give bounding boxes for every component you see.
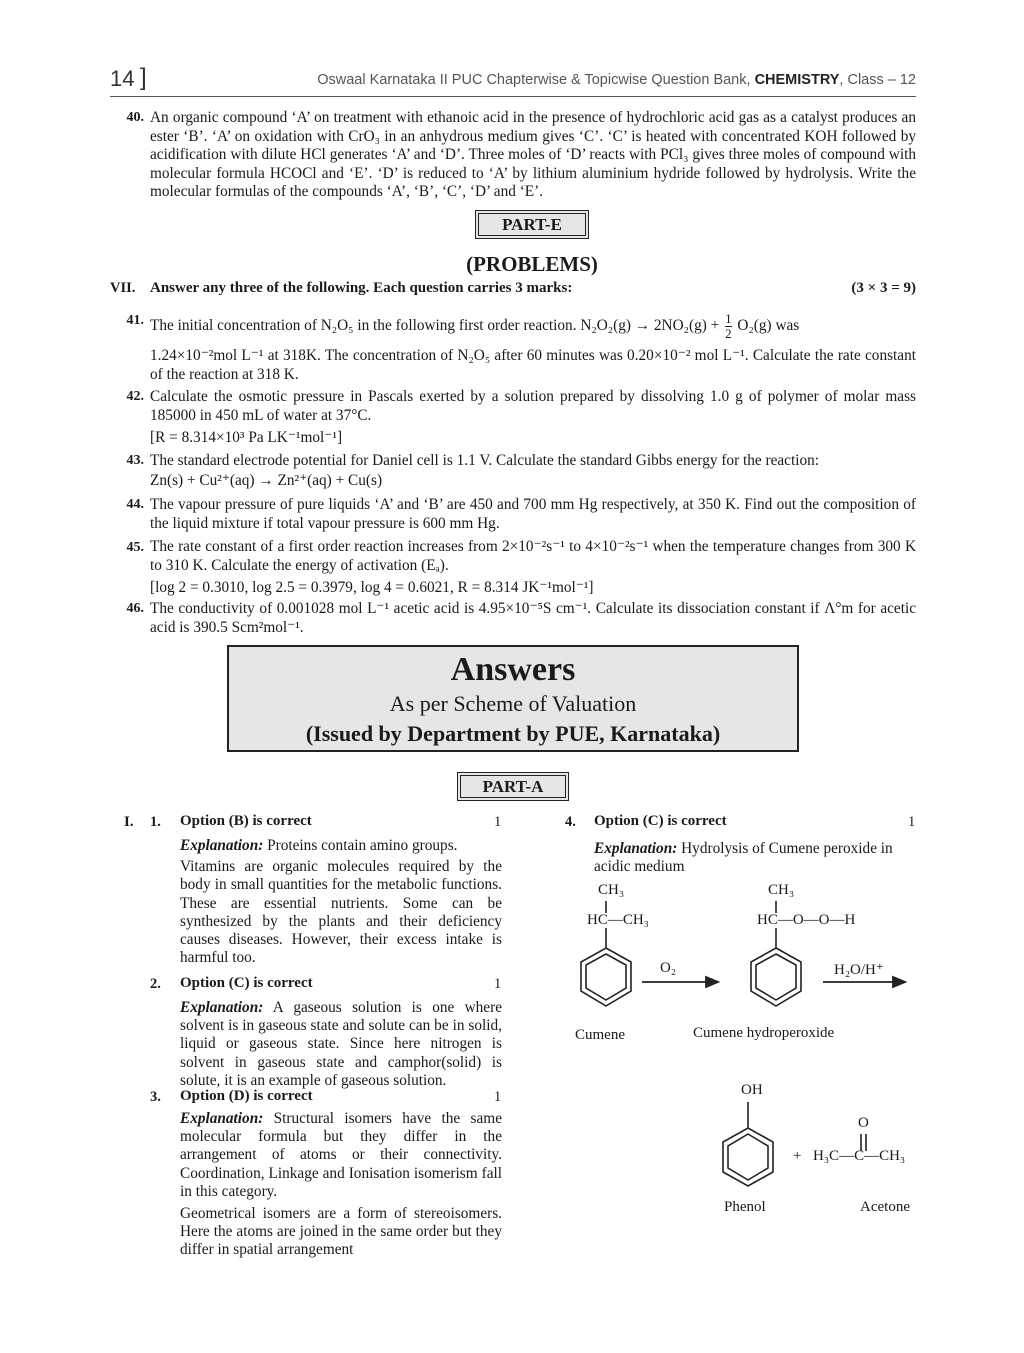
acetone-label: Acetone: [860, 1199, 910, 1215]
question-41-line2: 1.24×10⁻²mol L⁻¹ at 318K. The concentration of N₂O₅ after 60 minutes was 0.20×10⁻² mol L⁻¹. Calculate the rate constant of the reaction at 318 K.: [150, 347, 916, 383]
oxygen-reagent-label: O₂: [660, 960, 677, 976]
question-number-45: 45.: [126, 540, 144, 555]
phenol-oh-label: OH: [741, 1082, 763, 1098]
answers-subtitle-1: As per Scheme of Valuation: [389, 691, 637, 716]
cumene-hc-ch3-label: HC—CH₃: [587, 912, 649, 928]
hydrolysis-arrow-icon: [893, 977, 905, 987]
running-head-subject: CHEMISTRY: [754, 72, 840, 88]
cumene-label: Cumene: [575, 1027, 625, 1043]
answer-4-explanation-label: Explanation:: [594, 840, 678, 857]
answer-3-mark: 1: [494, 1089, 502, 1105]
question-41-part-b: O₂(g) was: [733, 317, 800, 335]
answer-3-paragraph: Geometrical isomers are a form of stereoisomers. Here the atoms are joined in the same order but they differ in spatial arrangement: [180, 1205, 502, 1259]
question-number-40: 40.: [126, 110, 144, 125]
hydroperoxide-hc-ooh-label: HC—O—O—H: [757, 912, 856, 928]
answers-subtitle-2: (Issued by Department by PUE, Karnataka): [305, 721, 721, 746]
answer-3-option: Option (D) is correct: [180, 1088, 313, 1104]
page-number-bracket: ]: [140, 64, 147, 91]
answer-4-explanation-text: Hydrolysis of Cumene peroxide in acidic medium: [594, 840, 893, 876]
answers-title: Answers: [450, 651, 576, 688]
fraction-numerator: 1: [725, 311, 732, 326]
question-46-text: The conductivity of 0.001028 mol L⁻¹ acetic acid is 4.95×10⁻⁵S cm⁻¹. Calculate its dissociation constant if Λ°m for acetic acid is 390.5 Scm²mol⁻¹.: [150, 600, 916, 636]
question-number-44: 44.: [126, 497, 144, 512]
section-vii-number: VII.: [110, 280, 136, 296]
answer-2-explanation-label: Explanation:: [180, 999, 264, 1016]
question-40-text: An organic compound ‘A’ on treatment with ethanoic acid in the presence of hydrochloric acid gas as a catalyst produces an ester ‘B’. ‘A’ on oxidation with CrO₃ in an anhydrous medium gives ‘C’. ‘C’ is heated with concentrated KOH followed by acidification with dilute HCl generates ‘A’ and ‘D’. Three moles of ‘D’ reacts with PCl₃ gives three moles of compound with molecular formula HCOCl and ‘E’. ‘D’ is reduced to ‘A’ by lithium aluminium hydride followed by hydrolysis. Write the molecular formulas of the compounds ‘A’, ‘B’, ‘C’, ‘D’ and ‘E’.: [150, 109, 916, 201]
answer-3-number: 3.: [150, 1089, 161, 1105]
answer-1-explanation-label: Explanation:: [180, 837, 264, 854]
question-42-given: [R = 8.314×10³ Pa LK⁻¹mol⁻¹]: [150, 429, 343, 446]
question-41-part-a: The initial concentration of N₂O₅ in the following first order reaction. N₂O₂(g) → 2NO₂(g) +: [150, 317, 724, 335]
acetone-oxygen-label: O: [858, 1115, 869, 1131]
acid-water-reagent-label: H₂O/H⁺: [834, 962, 884, 978]
answer-1-number: 1.: [150, 814, 161, 830]
running-head-post: , Class – 12: [839, 72, 916, 88]
part-a-label-text: PART-A: [482, 777, 544, 796]
cumene-benzene-ring-icon: [581, 948, 631, 1006]
answer-1-mark: 1: [494, 814, 502, 830]
answer-2-option: Option (C) is correct: [180, 975, 313, 991]
cumene-ch3-label: CH₃: [598, 882, 625, 898]
oxidation-arrow-icon: [706, 977, 718, 987]
question-number-42: 42.: [126, 389, 144, 404]
section-vii-instruction: Answer any three of the following. Each question carries 3 marks:: [150, 280, 573, 296]
answer-1-option: Option (B) is correct: [180, 813, 312, 829]
answer-1-explanation-text: Proteins contain amino groups.: [263, 837, 458, 854]
cumene-hydroperoxide-label: Cumene hydroperoxide: [693, 1025, 835, 1041]
question-43-text: The standard electrode potential for Daniel cell is 1.1 V. Calculate the standard Gibbs energy for the reaction:: [150, 452, 820, 469]
answer-4-mark: 1: [908, 814, 916, 830]
acetone-formula-label: H₃C—C—CH₃: [813, 1148, 906, 1164]
answer-section-number: I.: [124, 814, 134, 830]
question-43-reaction: Zn(s) + Cu²⁺(aq) → Zn²⁺(aq) + Cu(s): [150, 472, 383, 489]
answer-4-number: 4.: [565, 814, 576, 830]
answer-2-explanation-text: A gaseous solution is one where solvent is in gaseous state and solute can be in solid, liquid or gaseous state. Since here nitrogen is solvent in gaseous state and camphor(solid) is solute, it is an example of gaseous solution.: [180, 999, 502, 1089]
question-number-41: 41.: [126, 313, 144, 328]
question-44-text: The vapour pressure of pure liquids ‘A’ and ‘B’ are 450 and 700 mm Hg respectively, at 350 K. Find out the composition of the liquid mixture if total vapour pressure is 600 mm Hg.: [150, 496, 916, 532]
question-45-given: [log 2 = 0.3010, log 2.5 = 0.3979, log 4 = 0.6021, R = 8.314 JK⁻¹mol⁻¹]: [150, 579, 594, 596]
answer-4-option: Option (C) is correct: [594, 813, 727, 829]
fraction-denominator: 2: [725, 326, 732, 341]
running-head-pre: Oswaal Karnataka II PUC Chapterwise & Topicwise Question Bank,: [317, 72, 755, 88]
phenol-benzene-ring-icon: [723, 1128, 773, 1186]
answer-2-number: 2.: [150, 976, 161, 992]
answer-2-mark: 1: [494, 976, 502, 992]
question-42-text: Calculate the osmotic pressure in Pascals exerted by a solution prepared by dissolving 1.0 g of polymer of molar mass 185000 in 450 mL of water at 37°C.: [150, 388, 916, 424]
phenol-label: Phenol: [724, 1199, 766, 1215]
answer-3-explanation-text: Structural isomers have the same molecular formula but they differ in the arrangement of atoms or their connectivity. Coordination, Linkage and Ionisation isomerism fall in this category.: [180, 1110, 502, 1200]
part-e-label-text: PART-E: [502, 215, 562, 234]
page-number: 14: [110, 66, 135, 91]
answer-3-explanation-label: Explanation:: [180, 1110, 264, 1127]
part-e-subtitle: (PROBLEMS): [466, 252, 598, 276]
hydroperoxide-benzene-ring-icon: [751, 948, 801, 1006]
question-number-46: 46.: [126, 601, 144, 616]
section-vii-marks: (3 × 3 = 9): [851, 280, 916, 296]
question-number-43: 43.: [126, 453, 144, 468]
answer-1-paragraph: Vitamins are organic molecules required by the body in small quantities for the metabolic functions. These are essential nutrients. Some can be synthesized by the plants and their deficiency causes diseases. However, their excess intake is harmful too.: [180, 858, 502, 967]
hydroperoxide-ch3-label: CH₃: [768, 882, 795, 898]
question-45-text: The rate constant of a first order reaction increases from 2×10⁻²s⁻¹ to 4×10⁻²s⁻¹ when the temperature changes from 300 K to 310 K. Calculate the energy of activation (Eₐ).: [150, 538, 916, 574]
plus-sign: +: [793, 1148, 802, 1164]
